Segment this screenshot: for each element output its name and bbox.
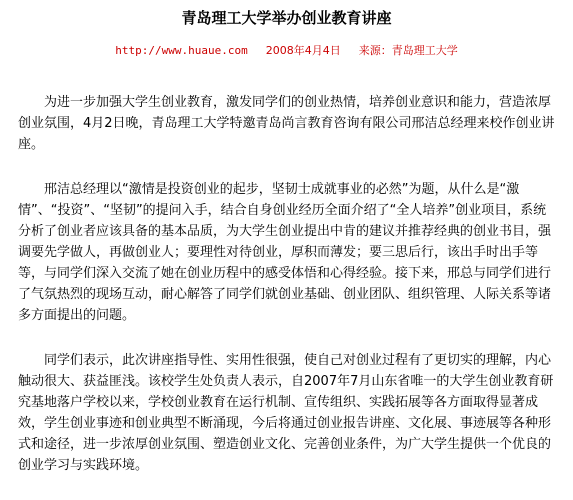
article-paragraph: 同学们表示，此次讲座指导性、实用性很强，使自己对创业过程有了更切实的理解，内心触动很大、获益匪浅。该校学生处负责人表示，自2007年7月山东省唯一的大学生创业教育研究基地落户学校以来，学校创业教育在运行机制、宣传组织、实践拓展等各方面取得显著成效，学生创业事迹和创业典型不断涌现，今后将通过创业报告讲座、文化展、事迹展等各种形式和途径，进一步浓厚创业氛围、塑造创业文化、完善创业条件，为广大学生提供一个优良的创业学习与实践环境。 [18,353,554,473]
source-url: http://www.huaue.com [115,44,248,57]
article-source: 来源：青岛理工大学 [358,44,458,57]
article-title: 青岛理工大学举办创业教育讲座 [181,9,392,27]
publish-date: 2008年4月4日 [265,44,341,57]
article-body [18,92,558,500]
article-paragraph: 为进一步加强大学生创业教育，激发同学们的创业热情，培养创业意识和能力，营造浓厚创业氛围，4月2日晚，青岛理工大学特邀青岛尚言教育咨询有限公司邢洁总经理来校作创业讲座。 [18,95,555,152]
article-meta [0,43,573,59]
article-paragraph: 邢洁总经理以“激情是投资创业的起步，坚韧士成就事业的必然”为题，从什么是“激情”、“投资”、“坚韧”的提问入手，结合自身创业经历全面介绍了“全人培养”创业项目，系统分析了创业者应该具备的基本品质，为大学生创业提出中肯的建议并推荐经典的创业书目，强调要先学做人，再做创业人；要理性对待创业，厚积而薄发；要三思后行，该出手时出手等等，与同学们深入交流了她在创业历程中的感受体悟和心得经验。接下来，邢总与同学们进行了气氛热烈的现场互动，耐心解答了同学们就创业基础、创业团队、组织管理、人际关系等诸多方面提出的问题。 [18,182,552,323]
